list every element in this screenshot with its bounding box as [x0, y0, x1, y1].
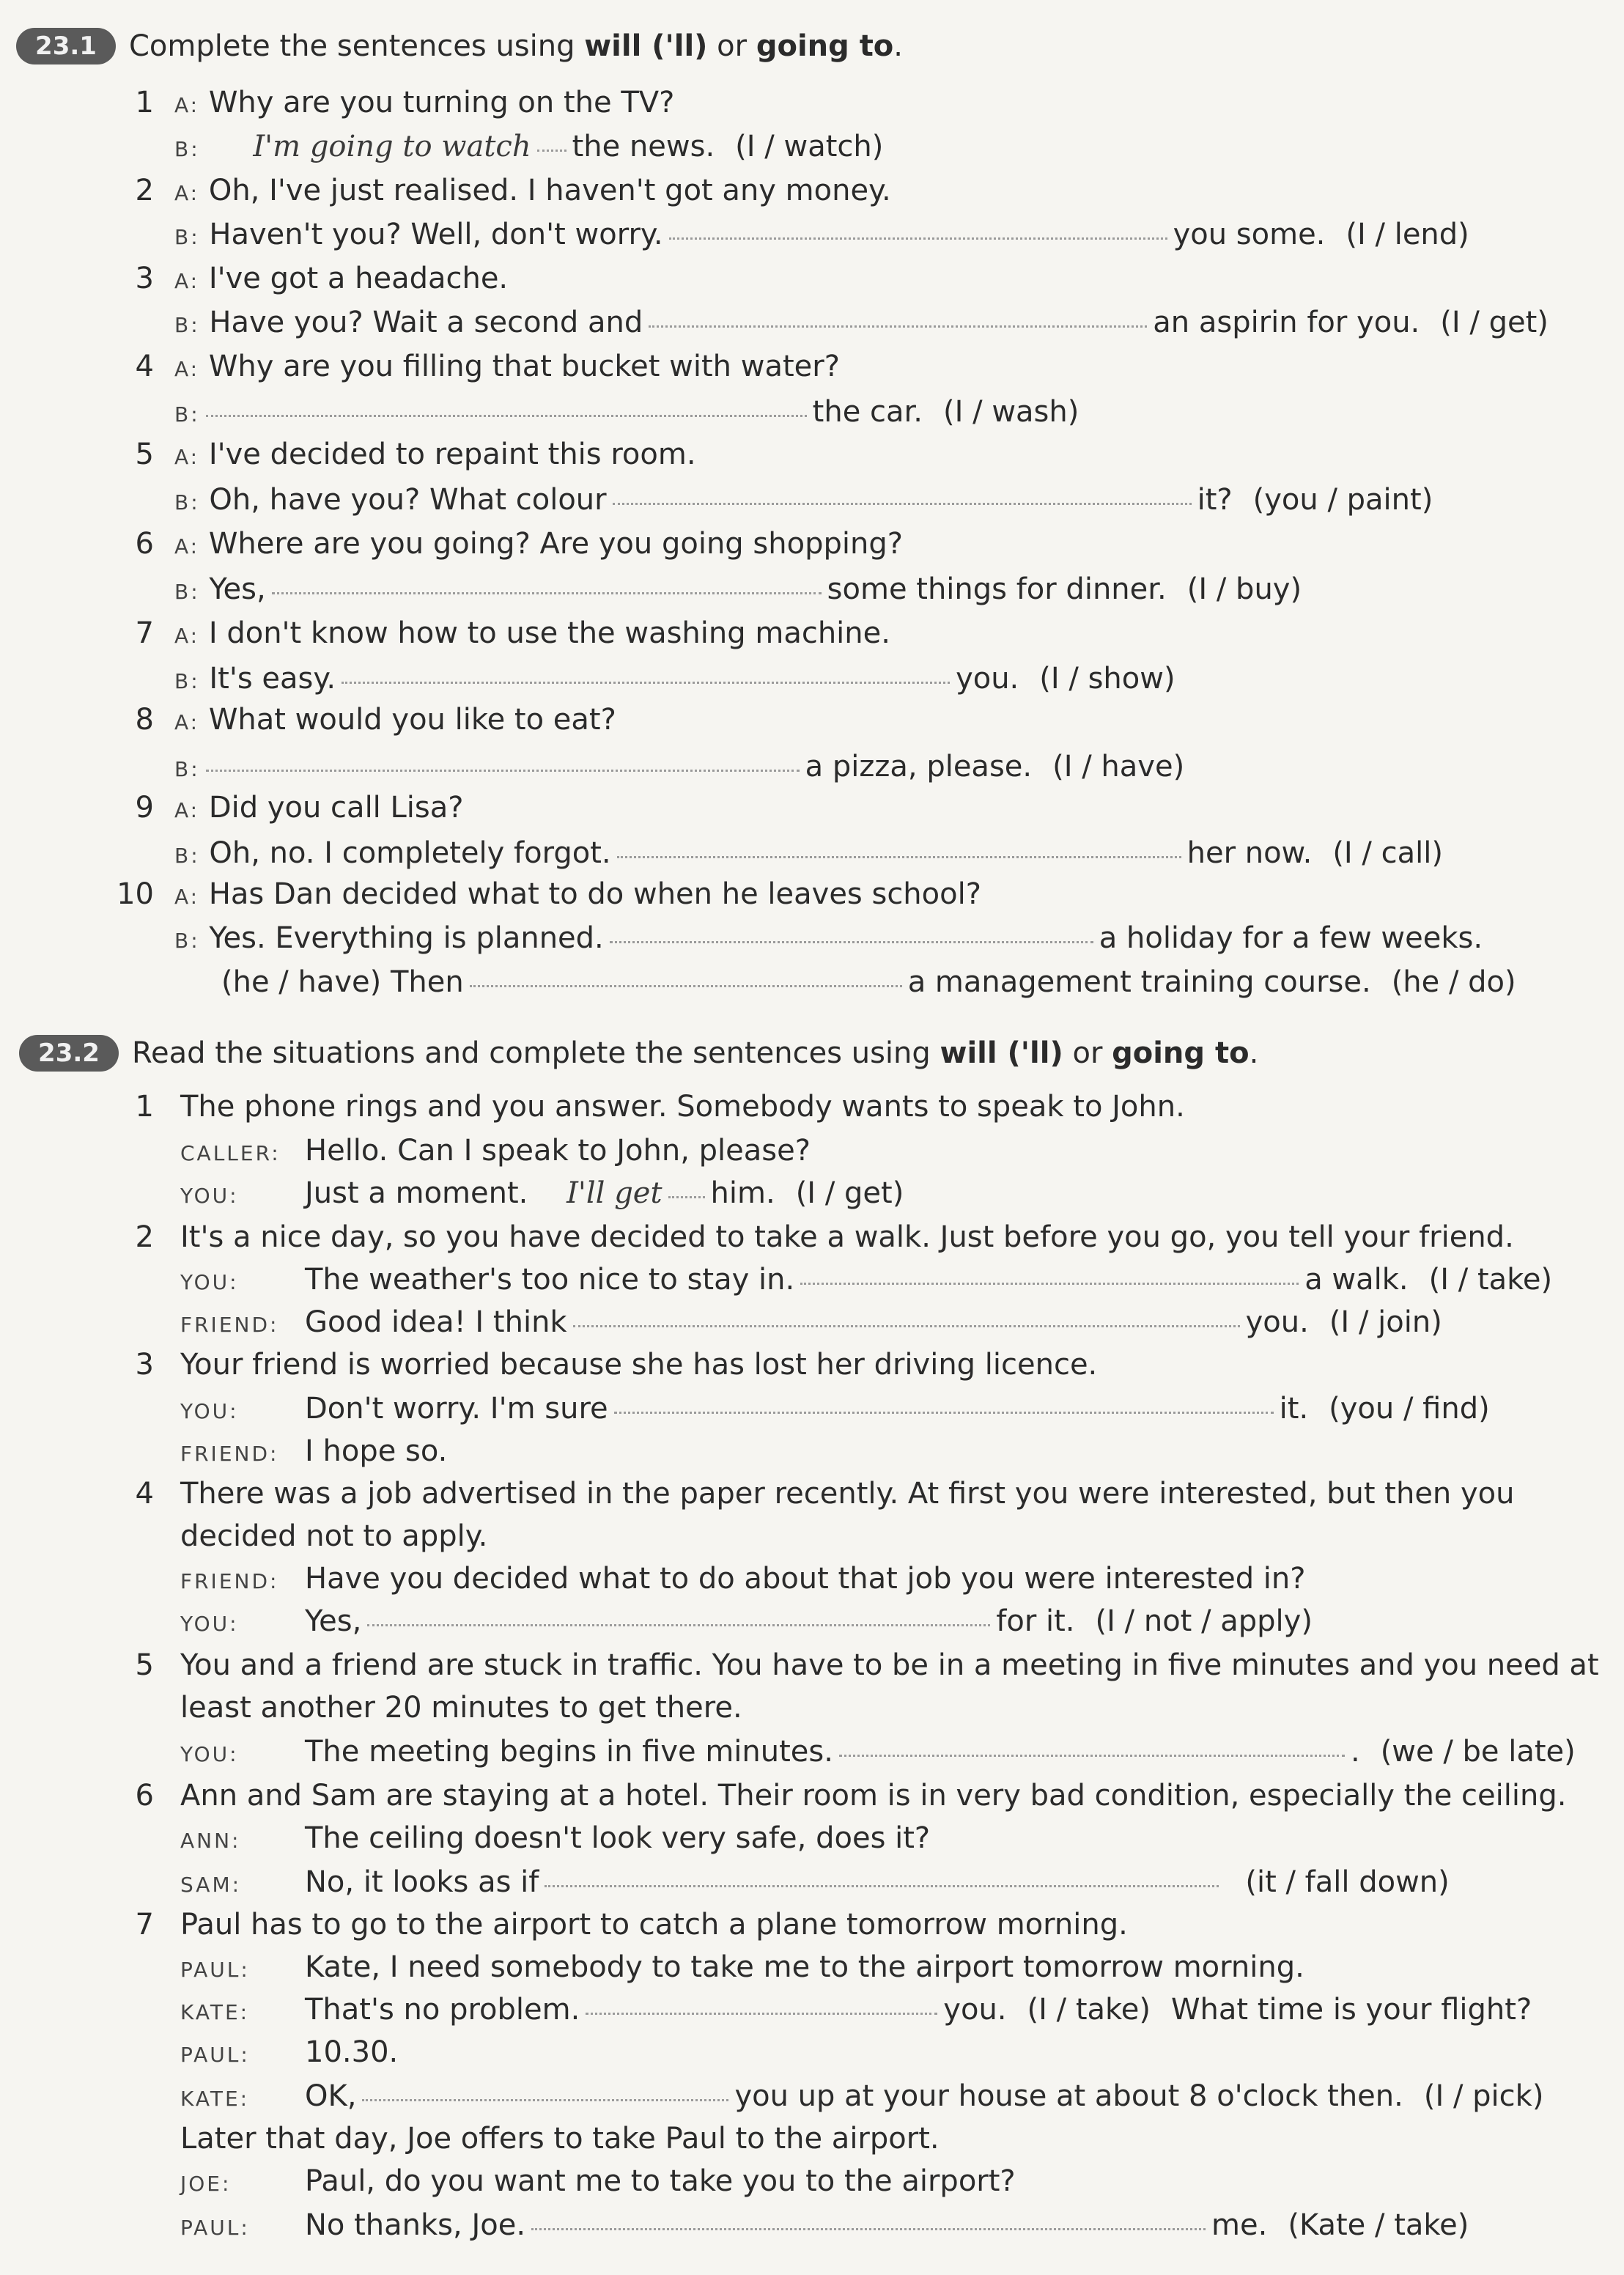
item-number: 6: [135, 527, 154, 561]
item-number: 5: [135, 438, 154, 471]
item-5-b: B: Oh, have you? What colour it? (you / paint): [174, 483, 1433, 517]
answer-blank[interactable]: [545, 1885, 1219, 1887]
situation-number: 6: [135, 1779, 154, 1813]
exercise-1-badge: 23.1: [16, 28, 116, 64]
answer-blank[interactable]: [531, 2228, 1206, 2230]
item-2-b: B: Haven't you? Well, don't worry. you some. (I / lend): [174, 218, 1469, 251]
situation-number: 4: [135, 1477, 154, 1511]
situation-2-text: It's a nice day, so you have decided to take a walk. Just before you go, you tell your friend.: [180, 1220, 1514, 1254]
answer-blank[interactable]: [362, 2099, 728, 2101]
answer-blank[interactable]: [649, 325, 1147, 328]
situation-4-text-1: There was a job advertised in the paper recently. At first you were interested, but then you: [180, 1477, 1515, 1511]
item-number: 8: [135, 703, 154, 737]
exercise-2-header: [19, 1035, 1258, 1072]
answer-blank[interactable]: [839, 1755, 1345, 1757]
item-8-b: B: a pizza, please. (I / have): [174, 750, 1185, 783]
situation-6-text: Ann and Sam are staying at a hotel. Their room is in very bad condition, especially the ceiling.: [180, 1779, 1567, 1813]
handwritten-answer: I'll get: [566, 1176, 662, 1210]
answer-blank[interactable]: [617, 856, 1181, 858]
answer-blank[interactable]: [206, 770, 800, 772]
answer-blank[interactable]: [573, 1325, 1240, 1327]
situation-7-later: Later that day, Joe offers to take Paul to the airport.: [180, 2122, 940, 2156]
item-5-a: A: I've decided to repaint this room.: [174, 438, 696, 471]
situation-5-text-2: least another 20 minutes to get there.: [180, 1691, 742, 1725]
situation-7-paul-2: PAUL: 10.30.: [180, 2035, 399, 2069]
handwritten-answer: I'm going to watch: [253, 130, 531, 163]
situation-4-you: YOU: Yes, for it. (I / not / apply): [180, 1604, 1313, 1638]
answer-blank[interactable]: [800, 1283, 1299, 1285]
exercise-1-instruction: Complete the sentences using will ('ll) or going to.: [129, 29, 904, 63]
situation-number: 2: [135, 1220, 154, 1254]
answer-blank[interactable]: [470, 985, 902, 987]
situation-3-you: YOU: Don't worry. I'm sure it. (you / find): [180, 1392, 1490, 1426]
item-2-a: A: Oh, I've just realised. I haven't got any money.: [174, 174, 891, 207]
situation-7-paul-1: PAUL: Kate, I need somebody to take me to the airport tomorrow morning.: [180, 1950, 1304, 1984]
situation-number: 1: [135, 1090, 154, 1124]
item-7-a: A: I don't know how to use the washing machine.: [174, 616, 890, 650]
situation-1-you: YOU: Just a moment. I'll get him. (I / get): [180, 1176, 904, 1210]
item-number: 2: [135, 174, 154, 207]
exercise-2-badge: 23.2: [19, 1035, 119, 1072]
situation-5-you: YOU: The meeting begins in five minutes. . (we / be late): [180, 1735, 1576, 1769]
exercise-2-instruction: Read the situations and complete the sentences using will ('ll) or going to.: [132, 1036, 1259, 1070]
item-number: 10: [117, 877, 154, 911]
answer-blank[interactable]: [669, 237, 1167, 240]
answer-blank[interactable]: [610, 941, 1093, 943]
item-10-b: B: Yes. Everything is planned. a holiday for a few weeks.: [174, 921, 1483, 955]
situation-7-joe: JOE: Paul, do you want me to take you to the airport?: [180, 2164, 1016, 2198]
answer-blank[interactable]: [367, 1624, 990, 1626]
answer-blank[interactable]: [613, 503, 1192, 505]
situation-7-paul-3: PAUL: No thanks, Joe. me. (Kate / take): [180, 2208, 1469, 2242]
item-9-b: B: Oh, no. I completely forgot. her now. (I / call): [174, 836, 1443, 870]
situation-7-kate-2: KATE: OK, you up at your house at about 8 o'clock then. (I / pick): [180, 2079, 1544, 2113]
situation-7-kate-1: KATE: That's no problem. you. (I / take) What time is your flight?: [180, 1993, 1532, 2027]
answer-blank[interactable]: [272, 592, 822, 594]
item-number: 7: [135, 616, 154, 650]
situation-7-text: Paul has to go to the airport to catch a plane tomorrow morning.: [180, 1908, 1128, 1942]
situation-3-friend: FRIEND: I hope so.: [180, 1434, 448, 1468]
item-10-a: A: Has Dan decided what to do when he leaves school?: [174, 877, 981, 911]
situation-4-friend: FRIEND: Have you decided what to do about that job you were interested in?: [180, 1562, 1306, 1596]
item-7-b: B: It's easy. you. (I / show): [174, 662, 1175, 696]
situation-1-caller: CALLER: Hello. Can I speak to John, please?: [180, 1134, 811, 1168]
situation-5-text-1: You and a friend are stuck in traffic. You have to be in a meeting in five minutes and you need at: [180, 1648, 1599, 1682]
item-1-a: A: Why are you turning on the TV?: [174, 86, 675, 119]
answer-blank[interactable]: [614, 1412, 1274, 1414]
item-6-b: B: Yes, some things for dinner. (I / buy): [174, 572, 1302, 606]
situation-6-ann: ANN: The ceiling doesn't look very safe, does it?: [180, 1821, 931, 1855]
situation-number: 7: [135, 1908, 154, 1942]
item-number: 9: [135, 791, 154, 825]
item-6-a: A: Where are you going? Are you going shopping?: [174, 527, 903, 561]
item-9-a: A: Did you call Lisa?: [174, 791, 464, 825]
item-4-a: A: Why are you filling that bucket with water?: [174, 350, 840, 383]
situation-1-text: The phone rings and you answer. Somebody wants to speak to John.: [180, 1090, 1185, 1124]
item-number: 3: [135, 262, 154, 295]
exercise-1-header: [16, 28, 903, 64]
item-number: 4: [135, 350, 154, 383]
item-number: 1: [135, 86, 154, 119]
situation-6-sam: SAM: No, it looks as if (it / fall down): [180, 1865, 1450, 1899]
item-3-a: A: I've got a headache.: [174, 262, 509, 295]
item-4-b: B: the car. (I / wash): [174, 395, 1079, 429]
answer-blank[interactable]: [206, 415, 807, 417]
situation-2-you: YOU: The weather's too nice to stay in. a walk. (I / take): [180, 1263, 1553, 1297]
situation-4-text-2: decided not to apply.: [180, 1519, 488, 1553]
item-1-b: B: I'm going to watch the news. (I / watch): [174, 130, 884, 163]
item-3-b: B: Have you? Wait a second and an aspirin for you. (I / get): [174, 306, 1549, 339]
situation-number: 5: [135, 1648, 154, 1682]
item-8-a: A: What would you like to eat?: [174, 703, 616, 737]
answer-blank[interactable]: [586, 2013, 937, 2015]
item-10-c: (he / have) Then a management training course. (he / do): [221, 965, 1516, 999]
answer-blank[interactable]: [342, 682, 950, 684]
situation-3-text: Your friend is worried because she has lost her driving licence.: [180, 1348, 1098, 1382]
situation-2-friend: FRIEND: Good idea! I think you. (I / join): [180, 1305, 1442, 1339]
situation-number: 3: [135, 1348, 154, 1382]
